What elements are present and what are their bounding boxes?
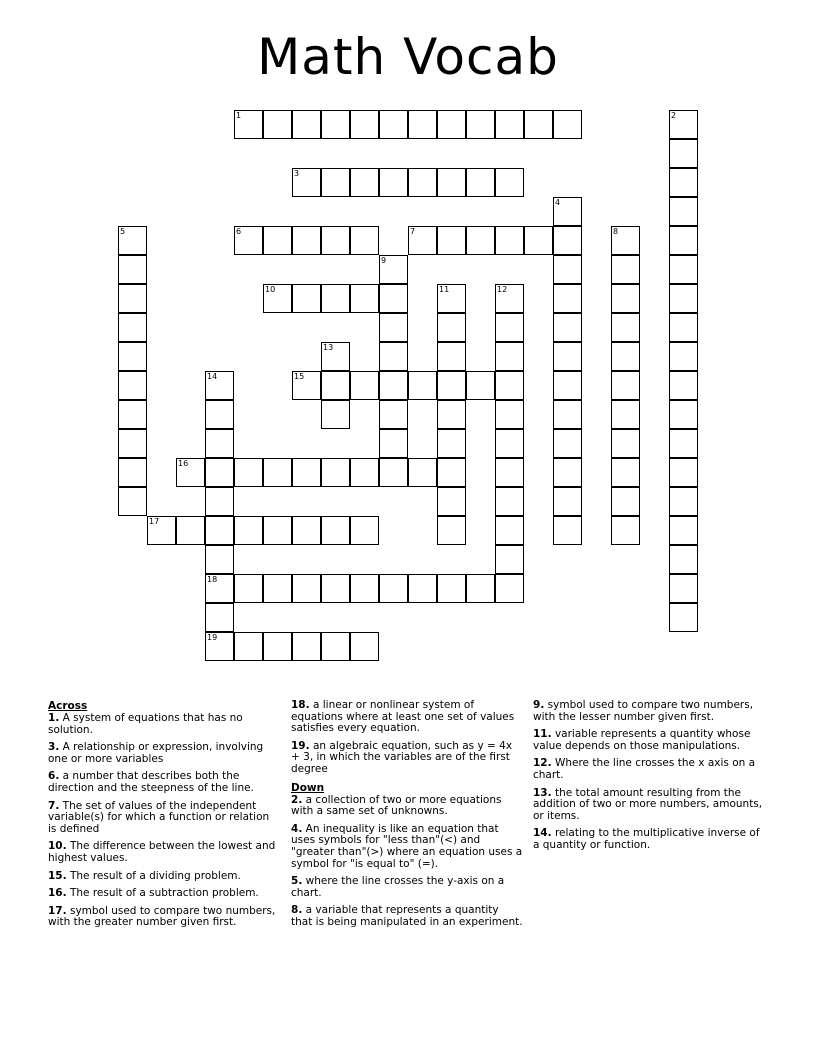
crossword-cell[interactable] (495, 487, 524, 516)
crossword-cell[interactable] (321, 284, 350, 313)
clue-number-14: 14 (207, 372, 218, 381)
crossword-cell[interactable] (437, 342, 466, 371)
crossword-cell[interactable] (495, 458, 524, 487)
crossword-cell[interactable] (321, 574, 350, 603)
crossword-cell[interactable] (350, 226, 379, 255)
crossword-cell[interactable] (669, 284, 698, 313)
across-clue-16: 16. The result of a subtraction problem. (48, 887, 259, 900)
clue-number-8: 8 (613, 227, 619, 236)
crossword-cell[interactable] (669, 342, 698, 371)
crossword-cell[interactable] (553, 371, 582, 400)
clue-number-1: 1 (236, 111, 242, 120)
down-clue-5: 5. where the line crosses the y-axis on a chart. (291, 875, 505, 899)
crossword-cell[interactable] (553, 110, 582, 139)
clue-column-3 (533, 700, 765, 858)
crossword-cell[interactable] (553, 516, 582, 545)
across-clue-18: 18. a linear or nonlinear system of equations where at least one set of values satisfies every equation. (291, 699, 515, 735)
down-heading: Down (291, 781, 325, 794)
clue-number-5: 5 (120, 227, 126, 236)
clue-number-7: 7 (410, 227, 416, 236)
crossword-cell[interactable] (669, 168, 698, 197)
clue-number-2: 2 (671, 111, 677, 120)
down-clue-11: 11. variable represents a quantity whose value depends on those manipulations. (533, 728, 751, 752)
crossword-cell[interactable] (408, 574, 437, 603)
crossword-cell[interactable] (495, 545, 524, 574)
crossword-cell[interactable] (321, 632, 350, 661)
crossword-cell[interactable] (495, 226, 524, 255)
crossword-cell[interactable] (611, 458, 640, 487)
crossword-cell[interactable] (553, 400, 582, 429)
clue-number-3: 3 (294, 169, 300, 178)
crossword-cell[interactable] (553, 429, 582, 458)
crossword-cell[interactable] (234, 574, 263, 603)
crossword-cell[interactable] (234, 458, 263, 487)
crossword-cell[interactable] (495, 313, 524, 342)
crossword-cell[interactable] (524, 226, 553, 255)
across-clue-17: 17. symbol used to compare two numbers, with the greater number given first. (48, 904, 276, 929)
crossword-cell[interactable] (495, 371, 524, 400)
crossword-cell[interactable] (437, 429, 466, 458)
crossword-cell[interactable] (669, 603, 698, 632)
crossword-cell[interactable] (466, 371, 495, 400)
crossword-cell[interactable] (321, 458, 350, 487)
crossword-cell[interactable] (553, 284, 582, 313)
crossword-cell[interactable] (553, 313, 582, 342)
crossword-cell[interactable] (495, 516, 524, 545)
crossword-cell[interactable] (263, 458, 292, 487)
crossword-cell[interactable] (495, 110, 524, 139)
crossword-cell[interactable] (321, 400, 350, 429)
crossword-cell[interactable] (205, 400, 234, 429)
crossword-cell[interactable] (611, 516, 640, 545)
crossword-cell[interactable] (176, 516, 205, 545)
crossword-cell[interactable] (379, 429, 408, 458)
crossword-cell[interactable] (495, 400, 524, 429)
page-title: Math Vocab (257, 28, 559, 86)
crossword-cell[interactable] (292, 226, 321, 255)
crossword-cell[interactable] (118, 458, 147, 487)
crossword-cell[interactable] (611, 429, 640, 458)
across-clue-19: 19. an algebraic equation, such as y = 4x + 3, in which the variables are of the first degree (291, 739, 513, 775)
crossword-cell[interactable] (379, 574, 408, 603)
crossword-cell[interactable] (437, 487, 466, 516)
crossword-cell[interactable] (350, 284, 379, 313)
crossword-cell[interactable] (466, 226, 495, 255)
crossword-cell[interactable] (669, 197, 698, 226)
crossword-cell[interactable] (379, 342, 408, 371)
crossword-cell[interactable] (118, 255, 147, 284)
down-clue-8: 8. a variable that represents a quantity that is being manipulated in an experiment. (291, 904, 523, 928)
crossword-cell[interactable] (379, 371, 408, 400)
crossword-cell[interactable] (263, 574, 292, 603)
crossword-cell[interactable] (466, 168, 495, 197)
crossword-cell[interactable] (234, 516, 263, 545)
crossword-cell[interactable] (205, 458, 234, 487)
clue-column-2 (291, 700, 523, 935)
crossword-cell[interactable] (495, 168, 524, 197)
crossword-cell[interactable] (437, 400, 466, 429)
crossword-cell[interactable] (437, 371, 466, 400)
crossword-cell[interactable] (408, 110, 437, 139)
across-clue-7: 7. The set of values of the independent variable(s) for which a function or relation is defined (48, 799, 270, 835)
down-clue-9: 9. symbol used to compare two numbers, with the lesser number given first. (533, 699, 754, 723)
crossword-cell[interactable] (611, 313, 640, 342)
crossword-cell[interactable] (379, 313, 408, 342)
clue-number-4: 4 (555, 198, 561, 207)
clue-number-9: 9 (381, 256, 387, 265)
crossword-cell[interactable] (205, 429, 234, 458)
crossword-cell[interactable] (524, 110, 553, 139)
crossword-cell[interactable] (611, 371, 640, 400)
crossword-cell[interactable] (118, 429, 147, 458)
crossword-cell[interactable] (466, 574, 495, 603)
across-heading: Across (48, 700, 88, 712)
down-clue-13: 13. the total amount resulting from the addition of two or more numbers, amounts, or items. (533, 786, 763, 822)
crossword-cell[interactable] (205, 516, 234, 545)
crossword-cell[interactable] (553, 226, 582, 255)
crossword-cell[interactable] (408, 168, 437, 197)
crossword-cell[interactable] (437, 574, 466, 603)
crossword-cell[interactable] (234, 632, 263, 661)
crossword-cell[interactable] (292, 458, 321, 487)
crossword-cell[interactable] (350, 516, 379, 545)
crossword-cell[interactable] (553, 342, 582, 371)
clue-number-17: 17 (149, 517, 160, 526)
crossword-cell[interactable] (437, 110, 466, 139)
crossword-cell[interactable] (321, 110, 350, 139)
crossword-cell[interactable] (669, 371, 698, 400)
crossword-cell[interactable] (611, 284, 640, 313)
crossword-cell[interactable] (118, 400, 147, 429)
crossword-cell[interactable] (321, 226, 350, 255)
crossword-cell[interactable] (669, 313, 698, 342)
crossword-cell[interactable] (495, 342, 524, 371)
crossword-cell[interactable] (611, 400, 640, 429)
clue-number-11: 11 (439, 285, 450, 294)
crossword-cell[interactable] (553, 487, 582, 516)
crossword-cell[interactable] (669, 226, 698, 255)
crossword-cell[interactable] (437, 313, 466, 342)
crossword-cell[interactable] (350, 110, 379, 139)
down-clue-4: 4. An inequality is like an equation that uses symbols for "less than"(<) and "greater than"(>) where an equation uses a symbol for "is equal to" (=). (291, 822, 523, 870)
crossword-cell[interactable] (669, 139, 698, 168)
crossword-cell[interactable] (611, 255, 640, 284)
crossword-cell[interactable] (437, 458, 466, 487)
crossword-cell[interactable] (118, 342, 147, 371)
crossword-cell[interactable] (669, 255, 698, 284)
clue-column-1 (48, 700, 280, 935)
crossword-cell[interactable] (292, 284, 321, 313)
crossword-cell[interactable] (669, 458, 698, 487)
crossword-cell[interactable] (611, 342, 640, 371)
crossword-cell[interactable] (437, 168, 466, 197)
crossword-cell[interactable] (350, 168, 379, 197)
across-clue-6: 6. a number that describes both the direction and the steepness of the line. (48, 770, 254, 794)
crossword-cell[interactable] (118, 313, 147, 342)
crossword-cell[interactable] (321, 371, 350, 400)
crossword-cell[interactable] (408, 458, 437, 487)
crossword-cell[interactable] (379, 110, 408, 139)
clue-number-19: 19 (207, 633, 218, 642)
crossword-cell[interactable] (437, 516, 466, 545)
clue-number-12: 12 (497, 285, 508, 294)
clue-number-16: 16 (178, 459, 189, 468)
across-clue-3: 3. A relationship or expression, involving one or more variables (48, 741, 264, 765)
crossword-cell[interactable] (553, 458, 582, 487)
crossword-cell[interactable] (379, 458, 408, 487)
crossword-cell[interactable] (350, 574, 379, 603)
crossword-cell[interactable] (379, 168, 408, 197)
crossword-cell[interactable] (205, 487, 234, 516)
clue-number-15: 15 (294, 372, 305, 381)
crossword-cell[interactable] (379, 284, 408, 313)
crossword-cell[interactable] (263, 226, 292, 255)
crossword-cell[interactable] (669, 487, 698, 516)
clue-number-6: 6 (236, 227, 242, 236)
crossword-cell[interactable] (263, 516, 292, 545)
crossword-cell[interactable] (379, 400, 408, 429)
crossword-cell[interactable] (292, 110, 321, 139)
crossword-cell[interactable] (437, 226, 466, 255)
crossword-cell[interactable] (466, 110, 495, 139)
crossword-cell[interactable] (292, 574, 321, 603)
crossword-cell[interactable] (611, 487, 640, 516)
clue-number-13: 13 (323, 343, 334, 352)
crossword-cell[interactable] (321, 516, 350, 545)
crossword-cell[interactable] (292, 516, 321, 545)
down-clue-14: 14. relating to the multiplicative inverse of a quantity or function. (533, 827, 760, 851)
clue-number-18: 18 (207, 575, 218, 584)
crossword-cell[interactable] (321, 168, 350, 197)
crossword-cell[interactable] (408, 371, 437, 400)
crossword-cell[interactable] (118, 371, 147, 400)
down-clue-2: 2. a collection of two or more equations with a same set of unknowns. (291, 793, 502, 818)
clue-number-10: 10 (265, 285, 276, 294)
across-clue-15: 15. The result of a dividing problem. (48, 869, 241, 882)
crossword-cell[interactable] (350, 371, 379, 400)
crossword-cell[interactable] (553, 255, 582, 284)
across-clue-10: 10. The difference between the lowest and highest values. (48, 840, 276, 864)
crossword-cell[interactable] (263, 110, 292, 139)
crossword-cell[interactable] (292, 632, 321, 661)
across-clue-1: 1. A system of equations that has no solution. (48, 712, 243, 736)
crossword-cell[interactable] (118, 487, 147, 516)
crossword-cell[interactable] (205, 545, 234, 574)
crossword-cell[interactable] (669, 574, 698, 603)
crossword-cell[interactable] (669, 400, 698, 429)
crossword-cell[interactable] (669, 516, 698, 545)
down-clue-12: 12. Where the line crosses the x axis on a chart. (533, 757, 756, 781)
crossword-cell[interactable] (669, 545, 698, 574)
crossword-cell[interactable] (669, 429, 698, 458)
crossword-cell[interactable] (205, 603, 234, 632)
crossword-cell[interactable] (495, 574, 524, 603)
crossword-cell[interactable] (118, 284, 147, 313)
crossword-cell[interactable] (495, 429, 524, 458)
crossword-cell[interactable] (263, 632, 292, 661)
crossword-cell[interactable] (350, 458, 379, 487)
crossword-cell[interactable] (350, 632, 379, 661)
